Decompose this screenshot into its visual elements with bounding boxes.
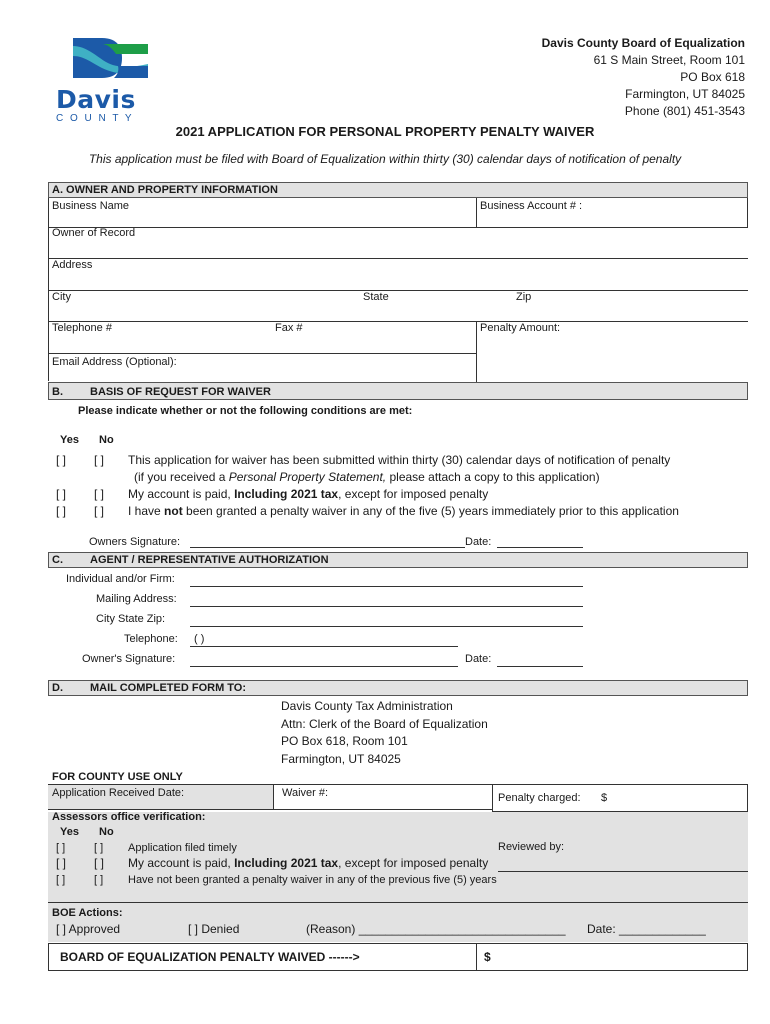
condition2-text [128,487,488,501]
condition2-post: , except for imposed penalty [338,487,489,501]
section-c-header: AGENT / REPRESENTATIVE AUTHORIZATION [90,554,329,566]
logo-text: Davis [56,85,136,114]
reviewed-by-label: Reviewed by: [498,841,565,853]
condition2-pre: My account is paid, [128,487,235,501]
condition1-note-pre: (if you received a [134,470,229,484]
verify3-yes-checkbox[interactable]: [ ] [56,874,66,886]
agent-telephone-line[interactable] [190,646,458,647]
section-b-header: BASIS OF REQUEST FOR WAIVER [90,386,271,398]
condition1-note [134,470,600,484]
individual-firm-label: Individual and/or Firm: [66,573,175,585]
verify2-yes-checkbox[interactable]: [ ] [56,856,67,870]
owner-signature-line[interactable] [190,666,458,667]
org-phone: Phone (801) 451-3543 [624,104,745,118]
assessors-header: Assessors office verification: [52,811,206,823]
condition1-no-checkbox[interactable]: [ ] [94,453,105,467]
verify1-text: Application filed timely [128,842,237,854]
org-address-block [542,35,745,120]
mail-line1: Davis County Tax Administration [281,699,453,713]
row-divider [48,258,748,259]
city-state-zip-line[interactable] [190,626,583,627]
section-d-header: MAIL COMPLETED FORM TO: [90,682,247,694]
owners-signature-label: Owners Signature: [89,536,181,548]
county-use-divider [273,784,274,810]
logo-mark-icon [56,36,166,80]
condition3-pre: I have [128,504,165,518]
verify3-no-checkbox[interactable]: [ ] [94,874,104,886]
boe-date-field[interactable]: Date: _____________ [587,922,706,936]
fax-field[interactable]: Fax # [275,322,303,334]
individual-firm-line[interactable] [190,586,583,587]
penalty-amount-field[interactable]: Penalty Amount: [480,322,561,334]
penalty-waived-label: BOARD OF EQUALIZATION PENALTY WAIVED ------> [60,950,360,964]
section-c-letter: C. [52,554,63,566]
condition1-note-em: Personal Property Statement, [228,470,387,484]
verify3-text: Have not been granted a penalty waiver in any of the previous five (5) years [128,874,497,886]
org-address1: 61 S Main Street, Room 101 [593,53,745,67]
agent-date-label: Date: [465,653,492,665]
org-address2: PO Box 618 [680,70,745,84]
verify2-bold: Including 2021 tax [234,856,339,870]
mail-line4: Farmington, UT 84025 [281,751,401,766]
condition3-post: been granted a penalty waiver in any of the five (5) years immediately prior to this application [182,504,679,518]
email-field[interactable]: Email Address (Optional): [52,356,177,368]
zip-field[interactable]: Zip [516,291,532,303]
condition1-yes-checkbox[interactable]: [ ] [56,453,67,467]
agent-date-line[interactable] [497,666,583,667]
mail-line3: PO Box 618, Room 101 [281,734,408,748]
logo-subtext: C O U N T Y [56,113,134,124]
row-divider [48,227,748,228]
penalty-charged-dollar: $ [601,792,608,804]
verify2-pre: My account is paid, [128,856,235,870]
county-use-divider [492,784,493,812]
condition3-bold: not [164,504,183,518]
org-name: Davis County Board of Equalization [541,36,745,50]
waiver-number-field[interactable]: Waiver #: [282,787,329,799]
row-divider [48,353,477,354]
verify2-text [128,856,488,870]
verify2-no-checkbox[interactable]: [ ] [94,856,105,870]
mail-to-address [281,698,488,768]
verify1-no-checkbox[interactable]: [ ] [94,842,104,854]
condition3-yes-checkbox[interactable]: [ ] [56,504,67,518]
agent-telephone-paren: ( ) [194,633,205,645]
form-subtitle: This application must be filed with Board of Equalization within thirty (30) calendar days of notification of penalty [88,152,682,166]
section-a-divider [476,321,477,382]
telephone-field[interactable]: Telephone # [52,322,112,334]
address-field[interactable]: Address [52,259,93,271]
condition3-no-checkbox[interactable]: [ ] [94,504,105,518]
condition3-text [128,504,679,518]
city-state-zip-label: City State Zip: [96,613,166,625]
verify2-post: , except for imposed penalty [338,856,489,870]
condition1-note-post: please attach a copy to this application) [386,470,600,484]
row-divider [48,321,748,322]
agent-telephone-label: Telephone: [124,633,178,645]
section-a-right-border [747,198,748,228]
reviewed-by-line[interactable] [498,871,748,872]
approved-checkbox[interactable]: [ ] Approved [56,922,121,936]
assessors-no-heading: No [99,826,114,838]
app-received-field[interactable]: Application Received Date: [52,787,185,799]
form-title: 2021 APPLICATION FOR PERSONAL PROPERTY PENALTY WAIVER [175,124,595,139]
owners-signature-line[interactable] [190,547,465,548]
section-a-header: A. OWNER AND PROPERTY INFORMATION [52,184,278,196]
yes-heading: Yes [60,434,79,446]
county-use-row-rule [48,809,493,810]
section-b-instruction: Please indicate whether or not the following conditions are met: [78,405,413,417]
owners-date-label: Date: [465,536,492,548]
business-account-field[interactable]: Business Account # : [480,200,583,212]
section-d-letter: D. [52,682,63,694]
verify1-yes-checkbox[interactable]: [ ] [56,842,66,854]
penalty-waived-amount[interactable]: $ [484,950,491,964]
davis-county-logo [56,36,166,124]
denied-checkbox[interactable]: [ ] Denied [188,922,240,936]
boe-actions-header: BOE Actions: [52,907,123,919]
mail-line2: Attn: Clerk of the Board of Equalization [281,716,488,731]
penalty-waived-divider [476,943,477,971]
owners-date-line[interactable] [497,547,583,548]
owner-of-record-field[interactable]: Owner of Record [52,227,136,239]
condition2-yes-checkbox[interactable]: [ ] [56,487,67,501]
state-field[interactable]: State [363,291,389,303]
org-address3: Farmington, UT 84025 [625,87,745,101]
condition2-bold: Including 2021 tax [234,487,339,501]
penalty-charged-field[interactable]: Penalty charged: [498,792,581,804]
mailing-address-line[interactable] [190,606,583,607]
business-name-field[interactable]: Business Name [52,200,130,212]
reason-field[interactable]: (Reason) _______________________________ [306,922,566,936]
county-use-header: FOR COUNTY USE ONLY [52,771,183,783]
mailing-address-label: Mailing Address: [96,593,177,605]
condition2-no-checkbox[interactable]: [ ] [94,487,105,501]
city-field[interactable]: City [52,291,71,303]
row-divider [48,290,748,291]
county-use-right-border [747,784,748,812]
assessors-yes-heading: Yes [60,826,79,838]
no-heading: No [99,434,114,446]
condition1-text: This application for waiver has been submitted within thirty (30) calendar days of notification of penalty [128,453,671,467]
section-b-letter: B. [52,386,63,398]
owner-signature-label: Owner's Signature: [82,653,176,665]
section-a-divider [476,198,477,228]
